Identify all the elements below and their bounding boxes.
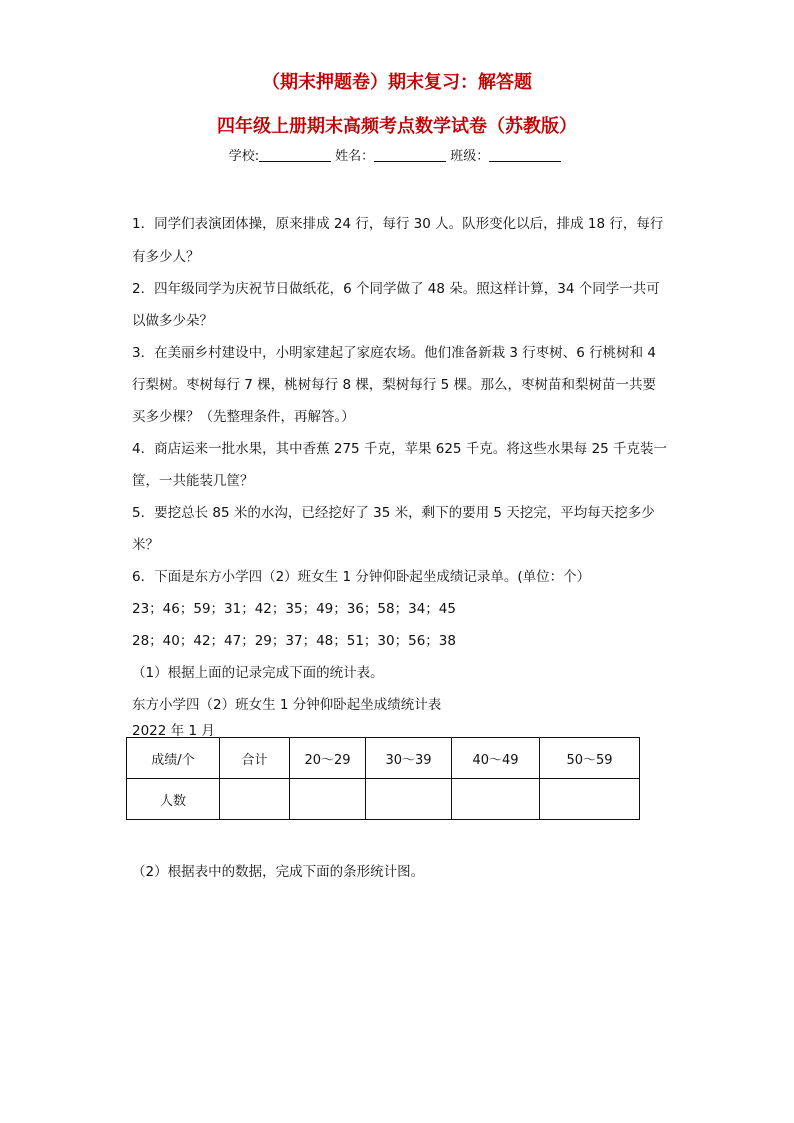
count-cell-total[interactable] <box>220 779 290 820</box>
name-label: 姓名： <box>335 149 375 164</box>
student-info-line <box>0 145 794 164</box>
name-blank[interactable] <box>374 149 446 162</box>
count-cell-30-39[interactable] <box>366 779 452 820</box>
question-6-line-1: 6．下面是东方小学四（2）班女生 1 分钟仰卧起坐成绩记录单。(单位：个） <box>132 569 591 585</box>
question-2-line-2: 以做多少朵？ <box>132 313 213 329</box>
question-3-line-2: 行梨树。枣树每行 7 棵，桃树每行 8 棵，梨树每行 5 棵。那么，枣树苗和梨树苗一共要 <box>132 377 657 393</box>
school-blank[interactable] <box>259 149 331 162</box>
table-header-row <box>127 738 640 779</box>
count-cell-20-29[interactable] <box>290 779 366 820</box>
table-count-row <box>127 779 640 820</box>
data-row-2: 28；40；42；47；29；37；48；51；30；56；38 <box>132 633 456 649</box>
header-cell-40-49: 40～49 <box>452 738 540 779</box>
stats-table <box>126 737 640 820</box>
question-2-line-1: 2．四年级同学为庆祝节日做纸花，6 个同学做了 48 朵。照这样计算，34 个同学一共可 <box>132 281 660 297</box>
row-label-count: 人数 <box>127 779 220 820</box>
question-1-line-2: 有多少人？ <box>132 249 200 265</box>
header-cell-50-59: 50～59 <box>540 738 640 779</box>
question-1-line-1: 1．同学们表演团体操，原来排成 24 行，每行 30 人。队形变化以后，排成 18 行，每行 <box>132 216 664 232</box>
part-1-instruction: （1）根据上面的记录完成下面的统计表。 <box>132 665 384 681</box>
exam-subtitle: 四年级上册期末高频考点数学试卷（苏教版） <box>217 116 577 137</box>
header-cell-30-39: 30～39 <box>366 738 452 779</box>
header-cell-score: 成绩/个 <box>127 738 220 779</box>
class-label: 班级： <box>450 149 490 164</box>
part-2-instruction: （2）根据表中的数据，完成下面的条形统计图。 <box>132 864 425 880</box>
question-3-line-3: 买多少棵？（先整理条件，再解答。） <box>132 409 355 425</box>
header-cell-20-29: 20～29 <box>290 738 366 779</box>
question-3-line-1: 3．在美丽乡村建设中，小明家建起了家庭农场。他们准备新栽 3 行枣树、6 行桃树和 4 <box>132 345 657 361</box>
header-cell-total: 合计 <box>220 738 290 779</box>
class-blank[interactable] <box>489 149 561 162</box>
table-title: 东方小学四（2）班女生 1 分钟仰卧起坐成绩统计表 <box>132 697 442 713</box>
question-5-line-2: 米？ <box>132 537 159 553</box>
data-row-1: 23；46；59；31；42；35；49；36；58；34；45 <box>132 601 456 617</box>
count-cell-40-49[interactable] <box>452 779 540 820</box>
table-date: 2022 年 1 月 <box>132 723 215 739</box>
exam-title: （期末押题卷）期末复习：解答题 <box>262 72 532 93</box>
question-4-line-2: 筐，一共能装几筐？ <box>132 473 254 489</box>
question-4-line-1: 4．商店运来一批水果，其中香蕉 275 千克，苹果 625 千克。将这些水果每 25 千克装一 <box>132 441 668 457</box>
school-label: 学校: <box>228 149 260 164</box>
question-5-line-1: 5．要挖总长 85 米的水沟，已经挖好了 35 米，剩下的要用 5 天挖完，平均每天挖多少 <box>132 505 655 521</box>
count-cell-50-59[interactable] <box>540 779 640 820</box>
